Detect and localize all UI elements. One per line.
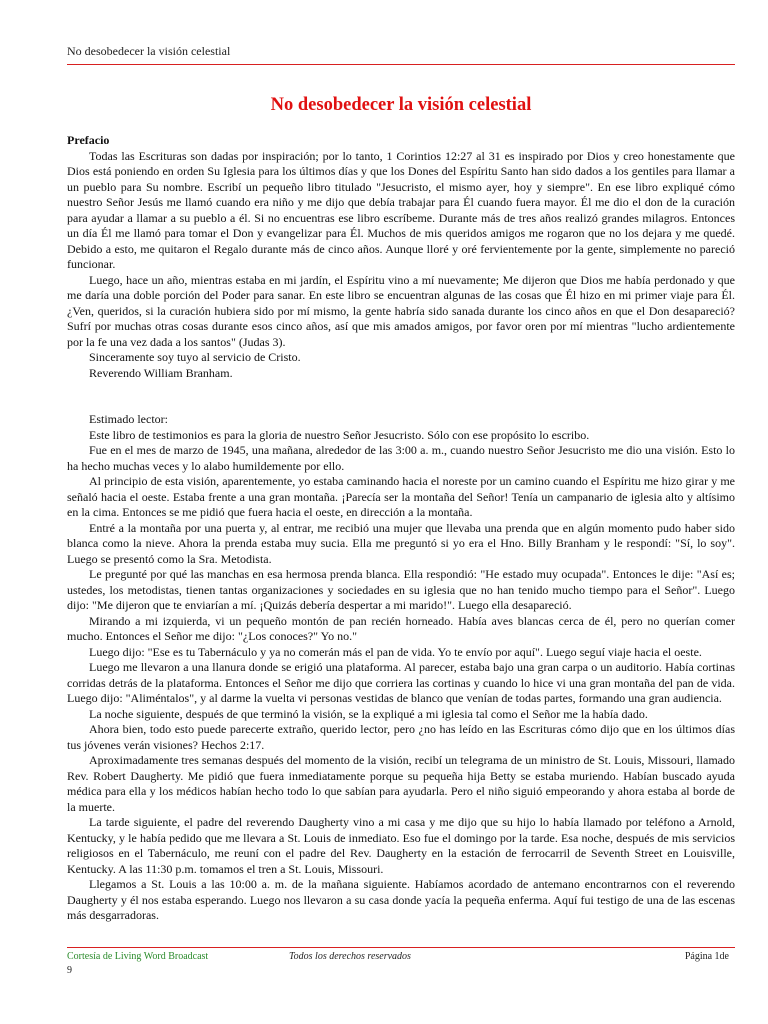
section-heading-preface: Prefacio [67,133,110,147]
footer-rights: Todos los derechos reservados [289,951,411,962]
paragraph: Luego, hace un año, mientras estaba en mi jardín, el Espíritu vino a mí nuevamente; Me dijeron que Dios me había perdonado y que me daría una doble porción del Poder para sanar. En este libro se encuentran algunas de las cosas que Él hizo en mi primer viaje para Él. ¿Ven, queridos, si la curación hubiera sido por mí mismo, la gente habría sido sanada durante los cinco años en que el Don desapareció? Sufrí por muchas otras cosas durante esos cinco años, así que mis amados amigos, por favor oren por mí mientras "lucho ardientemente por la fe una vez dada a los santos" (Judas 3). [67,272,735,349]
page-header [67,44,735,65]
page-footer [67,947,735,978]
header-title: No desobedecer la visión celestial [67,44,231,58]
paragraph: Entré a la montaña por una puerta y, al entrar, me recibió una mujer que llevaba una prenda que en algún momento pudo haber sido blanca como la nieve. Ahora la prenda estaba muy sucia. Ella me preguntó si yo era el Hno. Billy Branham y le respondí: "Sí, lo soy". Luego se presentó como la Sra. Metodista. [67,520,735,566]
paragraph: Mirando a mi izquierda, vi un pequeño montón de pan recién horneado. Había aves blancas cerca de él, pero no querían comer mucho. Entonces el Señor me dijo: "¿Los conoces?" Yo no." [67,613,735,643]
paragraph: La tarde siguiente, el padre del reverendo Daugherty vino a mi casa y me dijo que su hijo lo había llamado por teléfono a Arnold, Kentucky, y le había pedido que me llevara a St. Louis de inmediato. Eso fue el domingo por la tarde. Esa noche, después de mis servicios religiosos en el Tabernáculo, me reuní con el padre del Rev. Daugherty en la estación de ferrocarril de Seventh Street en Louisville, Kentucky. A las 11:30 p.m. tomamos el tren a St. Louis, Missouri. [67,815,735,876]
document-title: No desobedecer la visión celestial [270,95,532,115]
paragraph: Luego me llevaron a una llanura donde se erigió una plataforma. Al parecer, estaba bajo una gran carpa o un auditorio. Había cortinas corridas detrás de la plataforma. Entonces el Señor me dijo que corriera las cortinas y cuando lo hice vi una gran montaña del pan de vida. Luego dijo: "Aliméntalos", y al darme la vuelta vi personas vestidas de blanco que venían de todas partes, formando una gran audiencia. [67,660,735,705]
paragraph: Ahora bien, todo esto puede parecerte extraño, querido lector, pero ¿no has leído en las Escrituras cómo dijo que en los últimos días tus jóvenes verán visiones? Hechos 2:17. [67,722,735,752]
paragraph: Le pregunté por qué las manchas en esa hermosa prenda blanca. Ella respondió: "He estado muy ocupada". Entonces le dije: "Así es; ustedes, los metodistas, tienen tantas organizaciones y sociedades en su iglesia que no han tenido mucho tiempo para el Señor". Luego dijo: "Me dijeron que te enviarían a mí. ¡Quizás debería despertar a mi marido!". Luego ella desapareció. [67,567,735,612]
paragraph: Este libro de testimonios es para la gloria de nuestro Señor Jesucristo. Sólo con ese propósito lo escribo. [89,427,590,442]
closing-line: Sinceramente soy tuyo al servicio de Cristo. [89,350,301,364]
paragraph: Llegamos a St. Louis a las 10:00 a. m. de la mañana siguiente. Habíamos acordado de antemano encontrarnos con el reverendo Daugherty y él nos estaba esperando. Luego nos llevaron a su casa donde yacía la pequeña enferma. Aquí fui testigo de una de las escenas más desgarradoras. [67,877,735,922]
footer-courtesy: Cortesía de Living Word Broadcast [67,951,209,962]
footer-page-total: 9 [67,965,72,976]
document-body [67,133,735,924]
paragraph: Al principio de esta visión, aparentemente, yo estaba caminando hacia el noreste por un camino cuando el Espíritu me hizo girar y me señaló hacia el oeste. Estaba frente a una gran montaña. ¡Parecía ser la montaña del Señor! Tenía un campanario de iglesia alto y altísimo en la cima. Entonces se me pidió que fuera hacia el oeste, en dirección a la montaña. [67,474,735,519]
paragraph: Todas las Escrituras son dadas por inspiración; por lo tanto, 1 Corintios 12:27 al 31 es inspirado por Dios y creo honestamente que Dios está poniendo en orden Su Iglesia para los últimos días y que los Dones del Espíritu Santo han sido dados a los gentiles para llamar a un pueblo para Su nombre. Escribí un pequeño libro titulado "Jesucristo, el mismo ayer, hoy y siempre". En ese libro expliqué cómo nuestro Señor Jesús me llamó cuando era niño y me dijo que debía trabajar para Él cuando fuera mayor. Él me dio el don de la curación para ayudar a llamar a su pueblo a él. Si no encuentras ese libro escríbeme. Durante más de tres años realizó grandes milagros. Entonces un día Él me llamó para tomar el Don y evangelizar para Él. Muchos de mis queridos amigos me rogaron que no los dejara y me quedé. Debido a esto, me quitaron el Regalo durante más de cinco años. Aunque lloré y oré fervientemente por la gente, simplemente no pareció funcionar. [67,148,735,271]
footer-row [67,950,735,964]
paragraph: La noche siguiente, después de que terminó la visión, se la expliqué a mi iglesia tal como el Señor me la había dado. [89,706,648,721]
paragraph: Fue en el mes de marzo de 1945, una mañana, alrededor de las 3:00 a. m., cuando nuestro Señor Jesucristo me dio una visión. Esto lo ha hecho muchas veces y lo alabo humildemente por ello. [67,443,735,473]
footer-page-label: Página 1de [684,951,729,962]
signature-line: Reverendo William Branham. [89,365,233,380]
paragraph: Luego dijo: "Ese es tu Tabernáculo y ya no comerán más el pan de vida. Yo te envío por aquí". Luego seguí viaje hacia el oeste. [89,644,702,659]
salutation: Estimado lector: [89,412,168,426]
section-spacer [67,381,735,412]
paragraph: Aproximadamente tres semanas después del momento de la visión, recibí un telegrama de un ministro de St. Louis, Missouri, llamado Rev. Robert Daugherty. Me pidió que fuera inmediatamente porque su pequeña hija Betty se estaba muriendo. Habían buscado ayuda médica para ella y los médicos habían hecho todo lo que sabían para ayudarla. Pero el niño siguió empeorando y ahora estaba al borde de la muerte. [67,753,735,814]
